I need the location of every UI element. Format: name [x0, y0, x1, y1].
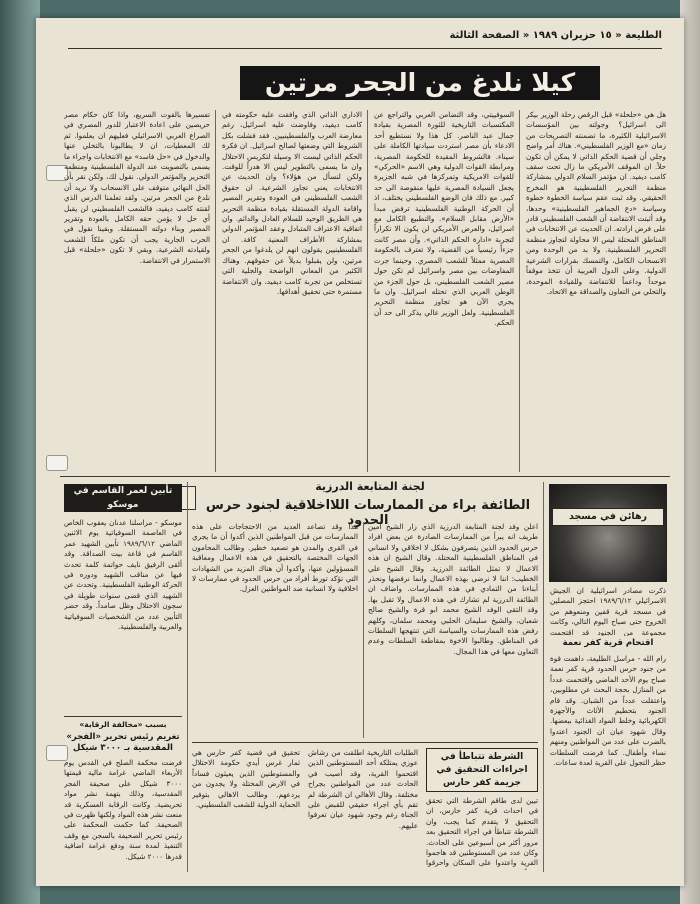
police-body-continued: الطلبات التاريخية اطلقت من رشاش عوزي يمتلكه أحد المستوطنين الذين اقتحموا القرية، وقد أصيب في الحادث عدد من المواطنين بجراح مختلفة. وقال الأهالي ان الشرطة لم تقم بأي اجراء حقيقي للقبض على الجناة رغم وجود شهود عيان تعرفوا عليهم.	[308, 748, 418, 830]
headline: كيلا نلدغ من الجحر مرتين	[240, 66, 600, 100]
column-divider	[519, 110, 520, 472]
druze-label: لجنة المتابعة الدرزية	[315, 480, 425, 493]
article-column-4: تفسيرها بالقوت السريع، واذا كان حكام مصر حريصين على اعادة الاعتبار للدور المصري في الصراع العربي الاسرائيلي فعليهم ان يعلموا. ثم لك المعطيات، ان لا يطالبونا بالتخلي عنها والدخول في «حل فاسد» مع الانتخابات واجراء ما يسمى بالتصويت عند الدولة الفلسطينية ومنظمة التحرير والمؤتمر الدولي. نقول لك، ولكن نقر بأن الحل النهائي متوقف على الانسحاب ولا نريد أن نلدغ من الجحر مرتين. ولقد تعلمنا الدرس الذي لقنته كامب ديفيد، فالشعب الفلسطيني لن يقبل أي حل لا يؤمن حقه الكامل بالعودة وتقرير المصير وبناء دولته المستقلة. وبقينا نقول في الحرب الجارية يجب أن تكون ملكاً للشعب ولقيادته الشرعية. وبقي لا تكون «حلحلة» قبل الاستمرار في الانتفاضة.	[64, 110, 210, 265]
police-title: الشرطة تتباطأ في اجراءات التحقيق في جريمة كفر حارس	[426, 748, 538, 792]
column-divider	[187, 482, 188, 872]
article-column-3: الاداري الذاتي الذي وافقت عليه حكومته في كامب ديفيد، وفاوضت عليه اسرائيل، رغم معارضة العرب والفلسطينيين. فقد فشلت بكل الشروط التي وضعتها لصالح اسرائيل. ان فكرة الحكم الذاتي ليست الا وسيلة لتكريس الاحتلال وان ما يسمى بالتطوير ليس الا هدراً للوقت. ولكن لنسأل من هؤلاء؟ وان الحديث عن الانتخابات يعني تجاوز الشرعية. ان حقوق الشعب الفلسطيني في العودة وتقرير المصير واقامة الدولة المستقلة بقيادة منظمة التحرير هي الطريق الوحيد للسلام العادل والدائم. وان اتفاقية الاعتراف المتبادل وعقد المؤتمر الدولي بمشاركة الأطراف المعنية كافة. ان الفلسطينيين يقولون انهم لن يلدغوا من الجحر مرتين، ولن يقبلوا بديلاً عن حقوقهم. وهناك الكثير من المعاني الواضحة والجلية التي تستخلص من تجربة كامب ديفيد، وان الانتفاضة مستمرة حتى تحقيق أهدافها.	[222, 110, 362, 296]
running-head: الطليعة « ١٥ حزيران ١٩٨٩ « الصفحة الثالثة	[68, 30, 662, 49]
mosque-body: ذكرت مصادر اسرائيلية ان الجيش الاسرائيلي ١٩٨٩/٦/١٢ احتجز المصلين في مسجد قرية قفين ومنعوهم من الخروج حتى صباح اليوم التالي، وكانت مجموعة من الجنود قد اقتحمت	[550, 586, 666, 636]
column-divider	[367, 110, 368, 472]
section-divider	[192, 742, 538, 743]
village-title: اقتحام قرية كفر نعمة	[562, 638, 654, 648]
court-body: فرضت محكمة الصلح في القدس يوم الأربعاء الماضي غرامة مالية قيمتها ٣٠٠٠ شيكل على صحيفة الفجر المقدسية، وذلك بتهمة نشر مواد تحريضية. وكانت الرقابة العسكرية قد منعت نشر هذه المواد ولكنها ظهرت في الصحيفة. كما حكمت المحكمة على رئيس تحرير الصحيفة بالسجن مع وقف التنفيذ لمدة سنة ودفع غرامة اضافية قدرها ٢٠٠٠ شيكل.	[64, 758, 182, 861]
druze-body-continued: هذا وقد تصاعد العديد من الاحتجاجات على هذه الممارسات من قبل المواطنين الذين أكدوا أن ما يجري في القرى والمدن هو تصعيد خطير. وطالب المحامون الجهات المختصة بالتحقيق في هذه الاعمال ومعاقبة المسؤولين عنها، وأكدوا أن هناك المزيد من الشهادات التي تؤكد تورط أفراد من حرس الحدود في ممارسات لا اخلاقية ولا انسانية ضد المواطنين العزل.	[192, 522, 358, 594]
article-column-2: السوفييتي، وقد التضامن العربي والتراجع عن المكتسبات التاريخية للثورة المصرية بقيادة جمال عبد الناصر. كل هذا ولا نستطيع أحد الادعاء بأن مصر استردت سيادتها الكاملة على سيناء. فالشروط المقيدة للحكومة المصرية، ومرابطة القوات الدولية وهي الاسم «الحركي» للقوات الامريكية وتمركزها في شبه الجزيرة يجعل السيادة المصرية عليها منقوصة الى حد كبير. مع ذلك فان الوضع الفلسطيني يختلف، اذ أن الحركة الوطنية الفلسطينية ترفض مبدأ «الأرض مقابل السلام». والتطبيع الكامل مع اسرائيل، والعرض الأمريكي لن يكون الا تكراراً لتجربة «ادارة الحكم الذاتي». وأن مصر كانت جزءاً رئيسياً من القضية، ولا تعترف بالحكومة المصرية ممثلاً للشعب المصري. وحينما جرت المفاوضات بين مصر واسرائيل لم تكن حول مصير الشعب الفلسطيني، بل حول الجزء من الوطن العربي الذي تحتله اسرائيل. وان ما يجري الآن هو تجاوز منظمة التحرير الفلسطينية. ولعل الوزير غالي يذكر الى حد أن الحكم.	[374, 110, 514, 328]
section-divider	[60, 476, 670, 477]
memorial-title: تأبين لعمر القاسم في موسكو	[64, 484, 182, 512]
court-title: بسبب «مخالفة الرقابة»	[79, 720, 167, 729]
article-page	[60, 26, 670, 876]
binder-left-edge	[0, 0, 40, 904]
memorial-body: موسكو - مراسلنا عدنان يعقوب الخاص في العاصمة السوفياتية يوم الاثنين الماضي ١٩٨٩/٦/١٢ تأبين الشهيد عمر القاسم في قاعة بيت الصداقة. وقد ألقى الرفيق نايف حواتمة كلمة تحدث فيها عن مناقب الشهيد ودوره في الحركة الوطنية الفلسطينية. وتحدث عن الشهيد الذي قضى سنوات طويلة في سجون الاحتلال وظل صامداً. وقد حضر التأبين عدد من الشخصيات السوفياتية والعربية والفلسطينية.	[64, 518, 182, 632]
village-body: رام الله - مراسل الطليعة، داهمت قوة من جنود حرس الحدود قرية كفر نعمة صباح يوم الأحد الماضي واقتحمت عدداً من المنازل بحجة البحث عن مطلوبين، واعتقلت عدداً من الشبان. وقد قام الجنود بتحطيم الأثاث والأجهزة الكهربائية وخلط المواد الغذائية ببعضها. وقال شهود عيان ان الجنود اعتدوا بالضرب على عدد من المواطنين ومنهم نساء وأطفال. كما فرضت السلطات حظر التجول على القرية لعدة ساعات.	[550, 654, 666, 768]
druze-headline: الطائفة براء من الممارسات اللااخلاقية لجنود حرس الحدود	[205, 498, 531, 528]
column-divider	[215, 110, 216, 472]
column-divider	[543, 482, 544, 872]
mosque-photo	[549, 484, 667, 582]
article-column-1: هل هي «حلحلة» قبل الرقص رحلة الوزير بيكر الى اسرائيل؟ وجولته بين المؤسسات الاسرائيلية الكثيرة، ما تضمنته التصريحات من زمان «مع الوزير الفلسطيني». هناك أمر واضح وجلي أن قضية الحكم الذاتي لا يمكن أن تكون حلاً. ان الموقف الأمريكي ما زال تحت سقف كامب ديفيد. ان مؤتمر السلام الدولي بمشاركة منظمة التحرير الفلسطينية هو المخرج الحقيقي. وقد ثبت عقم سياسة الخطوة خطوة وسياسة «دع الجماهير الفلسطينية» وحدها، وقد أثبتت الانتفاضة أن الشعب الفلسطيني قادر على فرض ارادته. ان الحديث عن الانتخابات في المناطق المحتلة ليس الا محاولة لتجاوز منظمة التحرير الفلسطينية. ولا بد من الوحدة ومن الانسحاب الكامل، والتمسك بقرارات الشرعية الدولية. وعلى الدول العربية أن تتخذ موقفاً موحداً وداعماً للانتفاضة وللقيادة الموحدة، والتحلي من التعاون والصداقة مع الاتحاد.	[526, 110, 666, 296]
police-body: تبين لدى طاقم الشرطة التي تحقق في احداث قرية كفر حارس، ان التحقيق لا يتقدم كما يجب، وان الشرطة تتباطأ في اجراء التحقيق بعد مرور أكثر من أسبوعين على الحادث. وكان عدد من المستوطنين قد هاجموا القرية واعتدوا على السكان واحرقوا	[426, 796, 538, 868]
column-divider	[363, 522, 364, 738]
section-divider	[64, 716, 182, 717]
police-body-final: تحقيق في قضية كفر حارس هي ثمار غرس أيدي حكومة الاحتلال والمستوطنين الذين يعيثون فساداً في الارض المحتلة ولا يجدون من يردعهم. وطالب الاهالي بتوفير الحماية الدولية للشعب الفلسطيني.	[192, 748, 300, 810]
court-subtitle: تغريم رئيس تحرير «الفجر» المقدسية بـ ٣٠٠٠ شيكل	[66, 732, 180, 753]
mosque-title: رهائن في مسجد	[552, 508, 664, 526]
druze-body: اعلن وفد لجنة المتابعة الدرزية الذي زار الشيخ امين طريف انه يبرأ من الممارسات الصادرة عن بعض افراد حرس الحدود الذين يتصرفون بشكل لا اخلاقي ولا انساني في المناطق الفلسطينية المحتلة. وقال الشيخ ان هذه الاعمال لا تمثل الطائفة الدرزية. وقال الشيخ علي الخطيب: اننا لا نرضى بهذه الاعمال وانما نرفضها ونحذر أبناءنا من التمادي في هذه الممارسات. واضاف ان الطائفة الدرزية لم تشارك في هذه الاعمال ولا تقبل بها. وقد التقى الوفد الشيخ محمد ابو قرة والشيخ صالح شعبان، والشيخ سليمان الحلبي ومحمد سلمان، وكلهم رفض هذه الممارسات والسياسة التي تنتهجها السلطات في المناطق. وطالبوا الاخوة بمقاطعة السلطات وعدم التعاون معها في هذا المجال.	[368, 522, 538, 656]
